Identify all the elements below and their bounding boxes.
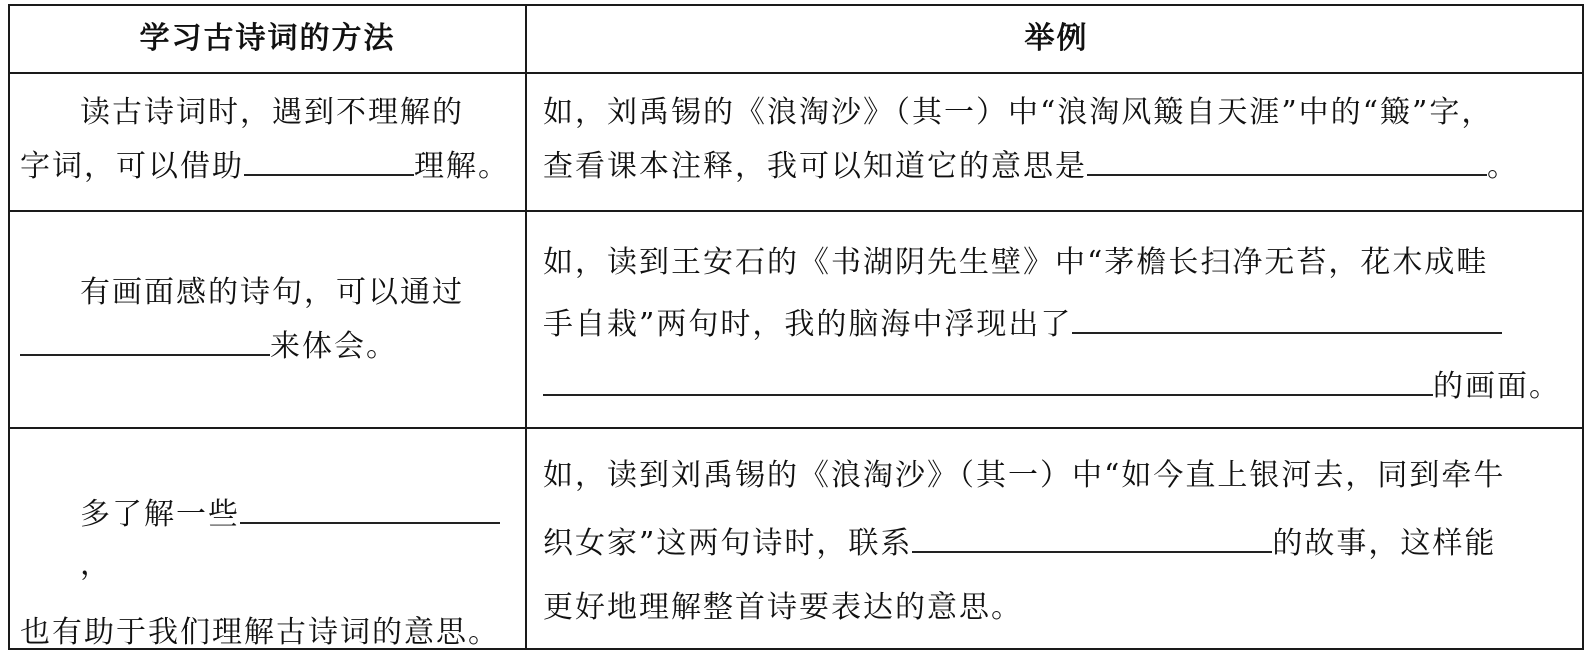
row3-method-line2: 也有助于我们理解古诗词的意思。	[20, 615, 500, 650]
answer-blank-3[interactable]	[20, 318, 270, 356]
row1-method-line2: 字词，可以借助 理解。	[20, 138, 515, 192]
row2-method-line1: 有画面感的诗句，可以通过	[80, 275, 464, 310]
answer-blank-2[interactable]	[1087, 138, 1487, 176]
row2-example-line1: 如，读到王安石的《书湖阴先生壁》中“茅檐长扫净无苔，花木成畦	[543, 245, 1489, 280]
header-method	[10, 6, 525, 72]
row2-example-line3: 的画面。	[543, 358, 1570, 412]
header-example-label: 举例	[1024, 21, 1089, 56]
row3-method-line1: 多了解一些，	[20, 486, 515, 590]
row1-method	[10, 88, 525, 192]
row2-example-line2: 手自栽”两句时，我的脑海中浮现出了	[543, 296, 1570, 350]
row1-method-line1: 读古诗词时，遇到不理解的	[80, 95, 464, 130]
row2-method	[10, 268, 525, 372]
answer-blank-4[interactable]	[1072, 296, 1502, 334]
row2-method-line2: 来体会。	[20, 318, 515, 372]
row-divider-1	[10, 210, 1582, 212]
row2-example	[527, 238, 1582, 412]
row-divider-2	[10, 427, 1582, 429]
header-method-label: 学习古诗词的方法	[139, 21, 396, 56]
row3-example	[527, 451, 1582, 633]
answer-blank-5[interactable]	[543, 358, 1433, 396]
row3-example-line3: 更好地理解整首诗要表达的意思。	[543, 590, 1023, 625]
row-divider-header	[10, 72, 1582, 74]
row3-method	[10, 486, 525, 658]
method-table	[8, 4, 1584, 650]
row3-example-line1: 如，读到刘禹锡的《浪淘沙》（其一）中“如今直上银河去，同到牵牛	[543, 458, 1506, 493]
row1-example-line2: 查看课本注释，我可以知道它的意思是 。	[543, 138, 1570, 192]
answer-blank-7[interactable]	[912, 515, 1272, 553]
row3-example-line2: 织女家”这两句诗时，联系 的故事，这样能	[543, 515, 1570, 569]
answer-blank-6[interactable]	[240, 486, 500, 524]
row1-example	[527, 88, 1582, 192]
answer-blank-1[interactable]	[244, 138, 414, 176]
row1-example-line1: 如，刘禹锡的《浪淘沙》（其一）中“浪淘风簸自天涯”中的“簸”字，	[543, 95, 1494, 130]
header-example	[527, 6, 1582, 72]
